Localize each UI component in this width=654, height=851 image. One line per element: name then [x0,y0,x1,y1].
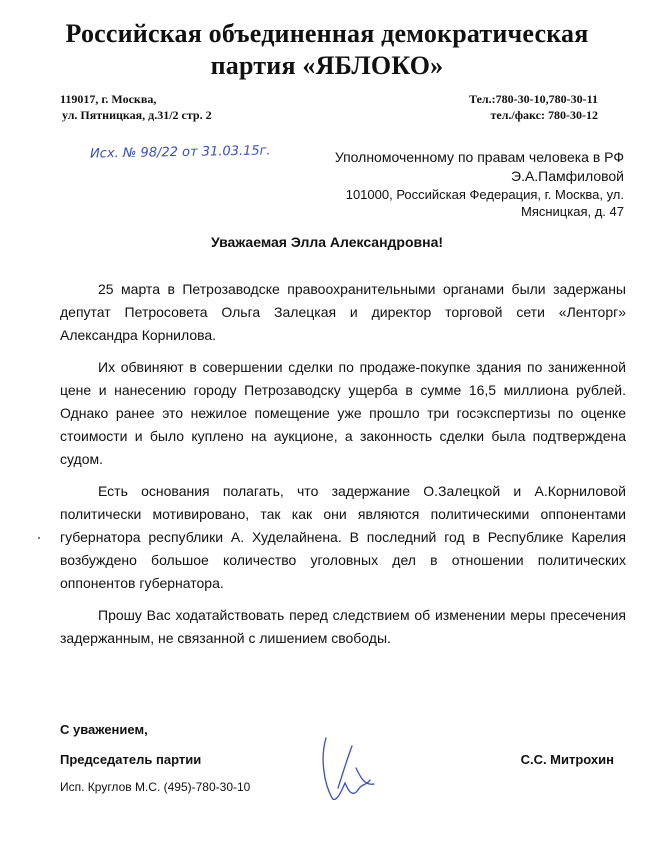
recipient-address-1: 101000, Российская Федерация, г. Москва, ул. [345,187,624,202]
party-name-line-1: Российская объединенная демократическая [65,19,589,48]
recipient-address-2: Мясницкая, д. 47 [521,204,624,219]
paragraph: 25 марта в Петрозаводске правоохранительными органами были задержаны депутат Петросовета Ольга Залецкая и директор торговой сети «Ленторг» Александра Корнилова. [60,281,626,343]
party-name-line-2: партия «ЯБЛОКО» [210,51,444,80]
paragraph: Прошу Вас ходатайствовать перед следствием об изменении меры пресечения задержанным, не связанной с лишением свободы. [60,607,626,646]
recipient-block [335,148,624,220]
letter-body [60,278,626,659]
handwritten-outgoing-number: Исх. № 98/22 от 31.03.15г. [89,143,271,162]
executor-line: Исп. Круглов М.С. (495)-780-30-10 [60,780,251,794]
phone-line-1: Тел.:780-30-10,780-30-11 [469,92,598,106]
signer-name: С.С. Митрохин [520,752,614,767]
recipient-name: Э.А.Памфиловой [511,168,624,184]
party-phones [469,91,598,123]
party-address [60,91,212,123]
paragraph: Есть основания полагать, что задержание О.Залецкой и А.Корниловой политически мотивировано, так как они являются политическими оппонентами губернатора республики А. Худелайнена. В последний год в Республике Карелия возбуждено большое количество уголовных дел в отношении политических оппонентов губернатора. [60,483,626,591]
scan-speck [38,537,40,539]
address-line-2: ул. Пятницкая, д.31/2 стр. 2 [62,108,212,122]
handwritten-signature [312,728,382,808]
phone-line-2: тел./факс: 780-30-12 [490,108,598,122]
closing-regards: С уважением, [60,722,148,737]
address-line-1: 119017, г. Москва, [60,92,157,106]
greeting: Уважаемая Элла Александровна! [210,234,444,250]
recipient-title: Уполномоченному по правам человека в РФ [334,149,624,165]
signer-position: Председатель партии [60,752,202,767]
paragraph: Их обвиняют в совершении сделки по продаже-покупке здания по заниженной цене и нанесению городу Петрозаводску ущерба в сумме 16,5 миллиона рублей. Однако ранее это нежилое помещение уже прошло три госэкспертизы по оценке стоимости и было куплено на аукционе, а законность сделки была подтверждена судом. [60,359,626,467]
